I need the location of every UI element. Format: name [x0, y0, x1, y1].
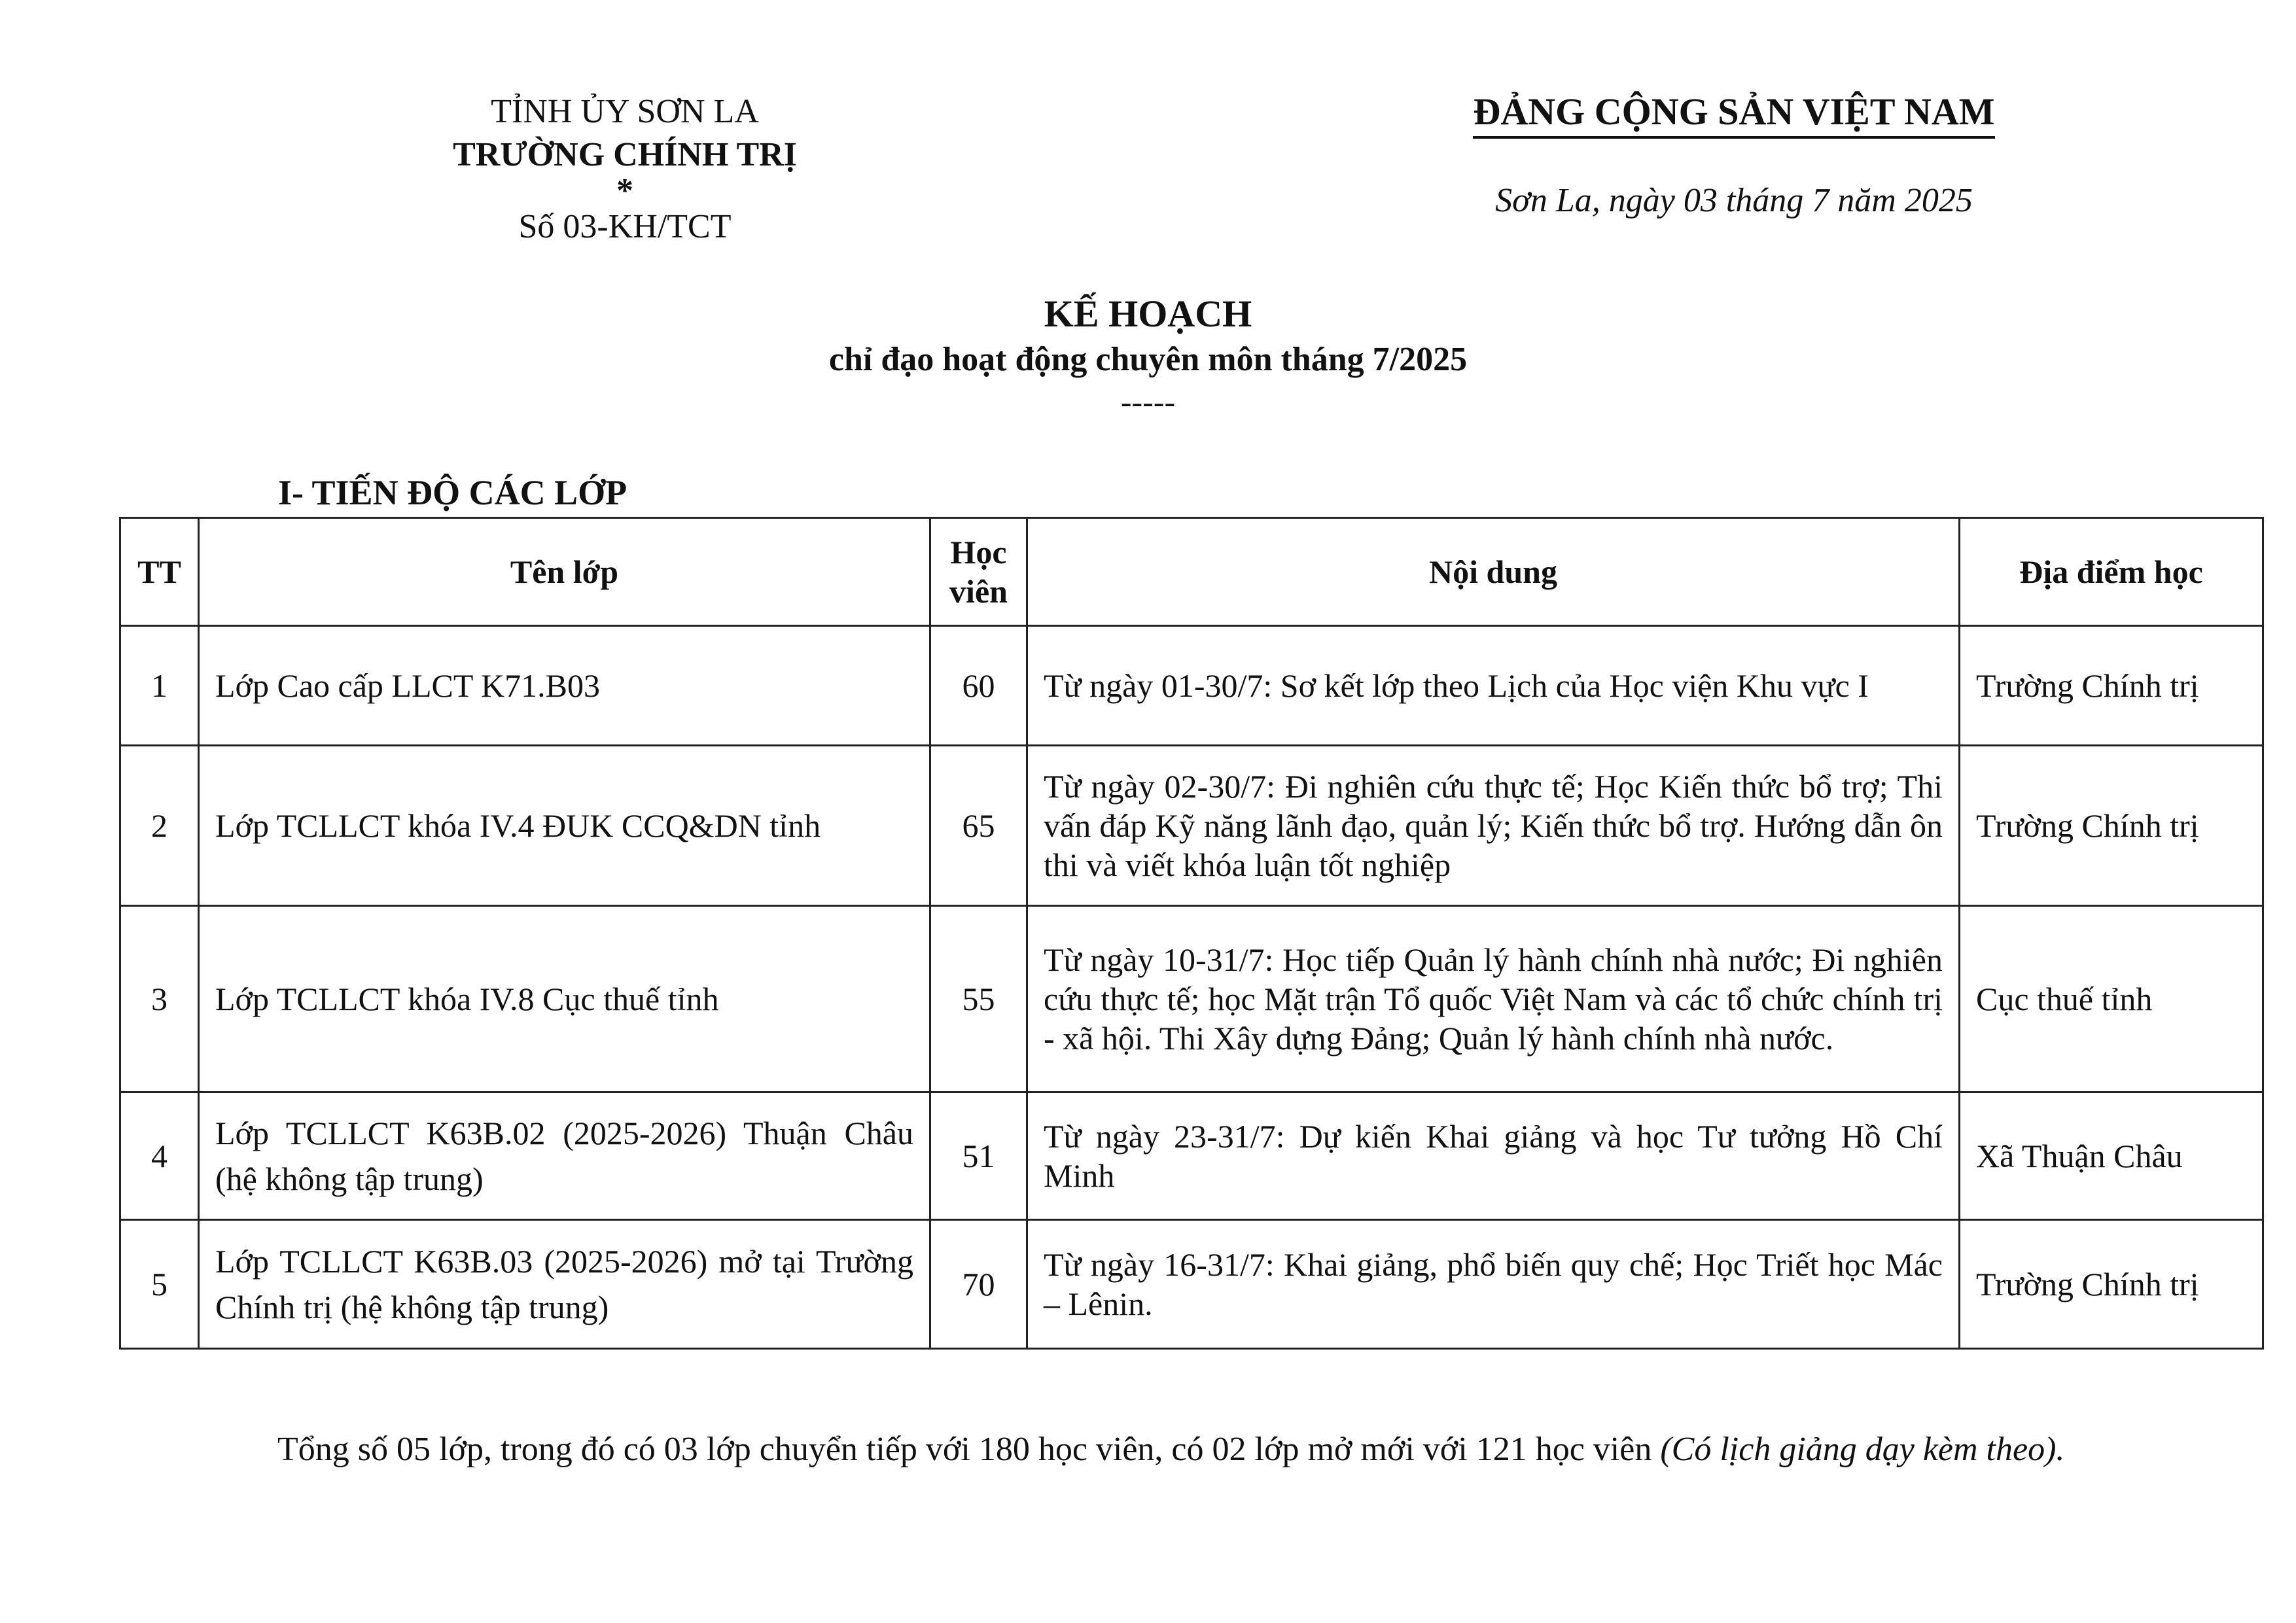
section-heading: I- TIẾN ĐỘ CÁC LỚP: [278, 473, 627, 512]
row-class-name: Lớp TCLLCT K63B.02 (2025-2026) Thuận Châu (hệ không tập trung): [199, 1092, 930, 1220]
table-header-row: [120, 518, 2263, 626]
org-name: TRƯỜNG CHÍNH TRỊ: [453, 136, 797, 173]
table-row: [120, 1092, 2263, 1220]
row-class-name: Lớp Cao cấp LLCT K71.B03: [199, 626, 930, 746]
row-class-name: Lớp TCLLCT khóa IV.8 Cục thuế tỉnh: [199, 906, 930, 1092]
row-students: 55: [930, 906, 1027, 1092]
row-class-name: Lớp TCLLCT K63B.03 (2025-2026) mở tại Trường Chính trị (hệ không tập trung): [199, 1220, 930, 1349]
row-class-name: Lớp TCLLCT khóa IV.4 ĐUK CCQ&DN tỉnh: [199, 746, 930, 906]
title-separator: -----: [1120, 383, 1176, 420]
row-location: Trường Chính trị: [1960, 626, 2263, 746]
header-left: [363, 90, 887, 249]
row-location: Trường Chính trị: [1960, 1220, 2263, 1349]
document-subtitle: chỉ đạo hoạt động chuyên môn tháng 7/2025: [828, 341, 1468, 378]
org-parent: TỈNH ỦY SƠN LA: [491, 93, 759, 130]
header-location: Địa điểm học: [1960, 518, 2263, 626]
row-tt: 4: [120, 1092, 199, 1220]
header-class-name: Tên lớp: [199, 518, 930, 626]
row-location: Xã Thuận Châu: [1960, 1092, 2263, 1220]
row-location: Trường Chính trị: [1960, 746, 2263, 906]
row-content: Từ ngày 23-31/7: Dự kiến Khai giảng và học Tư tưởng Hồ Chí Minh: [1027, 1092, 1960, 1220]
summary-note: (Có lịch giảng dạy kèm theo).: [1660, 1431, 2065, 1468]
summary-paragraph: [178, 1416, 2187, 1484]
row-tt: 3: [120, 906, 199, 1092]
table-row: [120, 626, 2263, 746]
doc-number: Số 03-KH/TCT: [518, 208, 732, 245]
row-content: Từ ngày 10-31/7: Học tiếp Quản lý hành chính nhà nước; Đi nghiên cứu thực tế; học Mặt trận Tổ quốc Việt Nam và các tổ chức chính trị - xã hội. Thi Xây dựng Đảng; Quản lý hành chính nhà nước.: [1027, 906, 1960, 1092]
header-students: Học viên: [930, 518, 1027, 626]
document-title: KẾ HOẠCH: [1044, 292, 1252, 335]
class-progress-table: [119, 517, 2264, 1350]
row-students: 65: [930, 746, 1027, 906]
org-star: *: [616, 172, 633, 209]
header-tt: TT: [120, 518, 199, 626]
table-row: [120, 1220, 2263, 1349]
row-students: 70: [930, 1220, 1027, 1349]
row-tt: 2: [120, 746, 199, 906]
summary-text: Tổng số 05 lớp, trong đó có 03 lớp chuyển tiếp với 180 học viên, có 02 lớp mở mới với 121 học viên: [277, 1431, 1652, 1468]
row-location: Cục thuế tỉnh: [1960, 906, 2263, 1092]
table-row: [120, 906, 2263, 1092]
table-row: [120, 746, 2263, 906]
row-tt: 5: [120, 1220, 199, 1349]
row-content: Từ ngày 01-30/7: Sơ kết lớp theo Lịch của Học viện Khu vực I: [1027, 626, 1960, 746]
header-right: [1439, 90, 2028, 222]
party-name: ĐẢNG CỘNG SẢN VIỆT NAM: [1473, 90, 1994, 139]
row-content: Từ ngày 16-31/7: Khai giảng, phổ biến quy chế; Học Triết học Mác – Lênin.: [1027, 1220, 1960, 1349]
row-tt: 1: [120, 626, 199, 746]
header-content: Nội dung: [1027, 518, 1960, 626]
row-students: 51: [930, 1092, 1027, 1220]
row-students: 60: [930, 626, 1027, 746]
place-date: Sơn La, ngày 03 tháng 7 năm 2025: [1495, 182, 1973, 219]
row-content: Từ ngày 02-30/7: Đi nghiên cứu thực tế; Học Kiến thức bổ trợ; Thi vấn đáp Kỹ năng lãnh đạo, quản lý; Kiến thức bổ trợ. Hướng dẫn ôn thi và viết khóa luận tốt nghiệp: [1027, 746, 1960, 906]
